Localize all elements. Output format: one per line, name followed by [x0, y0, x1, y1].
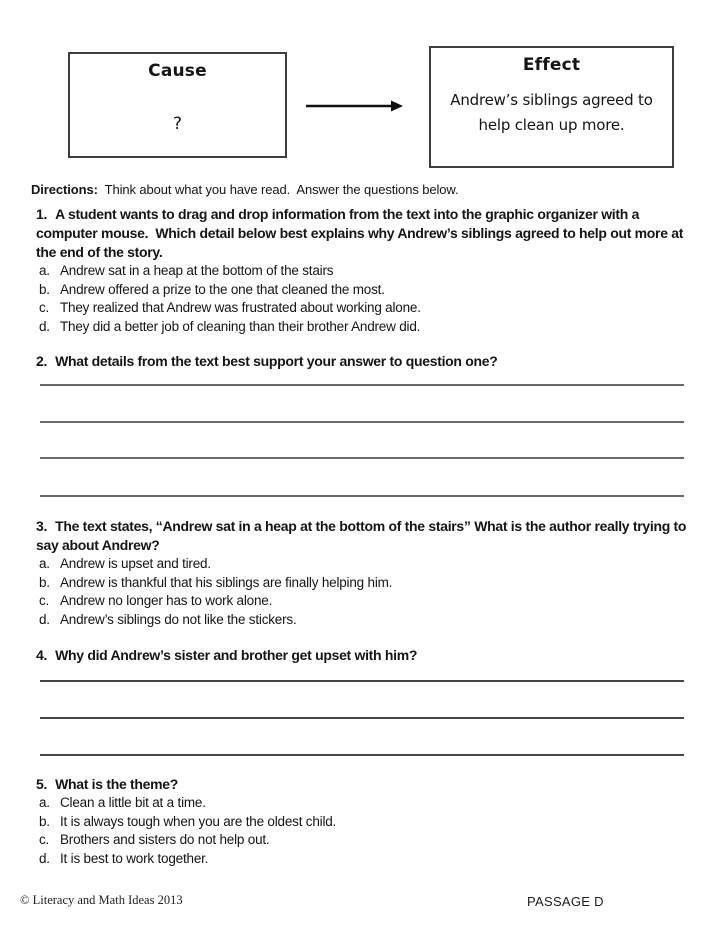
question-5-prompt: [36, 775, 692, 794]
option-row: [36, 813, 692, 832]
option-letter: b.: [39, 574, 50, 590]
option-text: Andrew is thankful that his siblings are finally helping him.: [60, 574, 393, 590]
question-1: [36, 205, 692, 337]
option-row: [36, 592, 692, 611]
copyright-notice: © Literacy and Math Ideas 2013: [20, 893, 183, 907]
question-3-prompt: [36, 517, 692, 555]
question-3-number: 3.: [36, 518, 48, 534]
question-1-number: 1.: [36, 206, 48, 222]
option-letter: d.: [39, 612, 50, 628]
passage-label: PASSAGE D: [527, 894, 604, 909]
question-5: [36, 775, 692, 869]
cause-box-title: Cause: [148, 61, 207, 81]
question-2-text: What details from the text best support your answer to question one?: [55, 353, 498, 369]
option-text: Andrew is upset and tired.: [60, 556, 211, 571]
answer-line: [40, 457, 684, 459]
option-letter: c.: [39, 832, 50, 848]
option-letter: d.: [39, 319, 50, 335]
directions-text: Think about what you have read. Answer the questions below.: [97, 182, 459, 197]
option-letter: a.: [39, 795, 50, 810]
question-2-prompt: [36, 352, 692, 371]
option-text: Andrew sat in a heap at the bottom of the stairs: [60, 263, 334, 278]
option-text: It is best to work together.: [60, 851, 209, 867]
directions-label: Directions:: [31, 182, 98, 197]
option-row: [36, 831, 692, 850]
question-1-text: A student wants to drag and drop information from the text into the graphic organizer with a computer mouse. Which detail below best explains why Andrew’s siblings agreed to help out more at the end of the story.: [36, 206, 687, 260]
question-3-text: The text states, “Andrew sat in a heap at the bottom of the stairs” What is the author really trying to say about Andrew?: [36, 518, 690, 553]
option-letter: c.: [39, 300, 50, 316]
answer-line: [40, 717, 684, 719]
option-row: [36, 555, 692, 574]
option-text: It is always tough when you are the oldest child.: [60, 813, 337, 829]
question-5-text: What is the theme?: [55, 776, 179, 792]
option-row: [36, 281, 692, 300]
option-row: [36, 262, 692, 281]
option-letter: d.: [39, 851, 50, 867]
cause-box: [68, 52, 287, 158]
option-text: Clean a little bit at a time.: [60, 795, 206, 810]
option-row: [36, 299, 692, 318]
option-row: [36, 611, 692, 630]
effect-box: [429, 46, 674, 168]
option-row: [36, 318, 692, 337]
option-letter: b.: [39, 281, 50, 297]
answer-line: [40, 384, 684, 386]
option-text: Brothers and sisters do not help out.: [60, 832, 270, 848]
option-text: Andrew no longer has to work alone.: [60, 593, 273, 609]
option-text: Andrew offered a prize to the one that cleaned the most.: [60, 281, 385, 297]
answer-line: [40, 680, 684, 682]
option-row: [36, 794, 692, 813]
option-row: [36, 574, 692, 593]
cause-effect-arrow-icon: [303, 97, 405, 115]
option-text: They did a better job of cleaning than their brother Andrew did.: [60, 319, 421, 335]
question-3: [36, 517, 692, 630]
question-2: [36, 352, 692, 371]
question-1-prompt: [36, 205, 692, 262]
question-4: [36, 646, 692, 665]
option-letter: c.: [39, 593, 50, 609]
question-2-number: 2.: [36, 353, 48, 369]
answer-line: [40, 495, 684, 497]
effect-box-content: Andrew’s siblings agreed to help clean up more.: [450, 91, 658, 134]
option-letter: a.: [39, 263, 50, 278]
question-4-text: Why did Andrew’s sister and brother get upset with him?: [55, 647, 418, 663]
answer-line: [40, 754, 684, 756]
option-letter: b.: [39, 813, 50, 829]
answer-line: [40, 421, 684, 423]
option-text: They realized that Andrew was frustrated about working alone.: [60, 300, 421, 316]
option-row: [36, 850, 692, 869]
question-5-number: 5.: [36, 776, 48, 792]
question-4-number: 4.: [36, 647, 48, 663]
effect-box-title: Effect: [522, 55, 581, 75]
directions-line: [31, 182, 459, 197]
question-4-prompt: [36, 646, 692, 665]
option-letter: a.: [39, 556, 50, 571]
cause-box-content: ?: [172, 114, 183, 134]
option-text: Andrew’s siblings do not like the stickers.: [60, 612, 297, 628]
